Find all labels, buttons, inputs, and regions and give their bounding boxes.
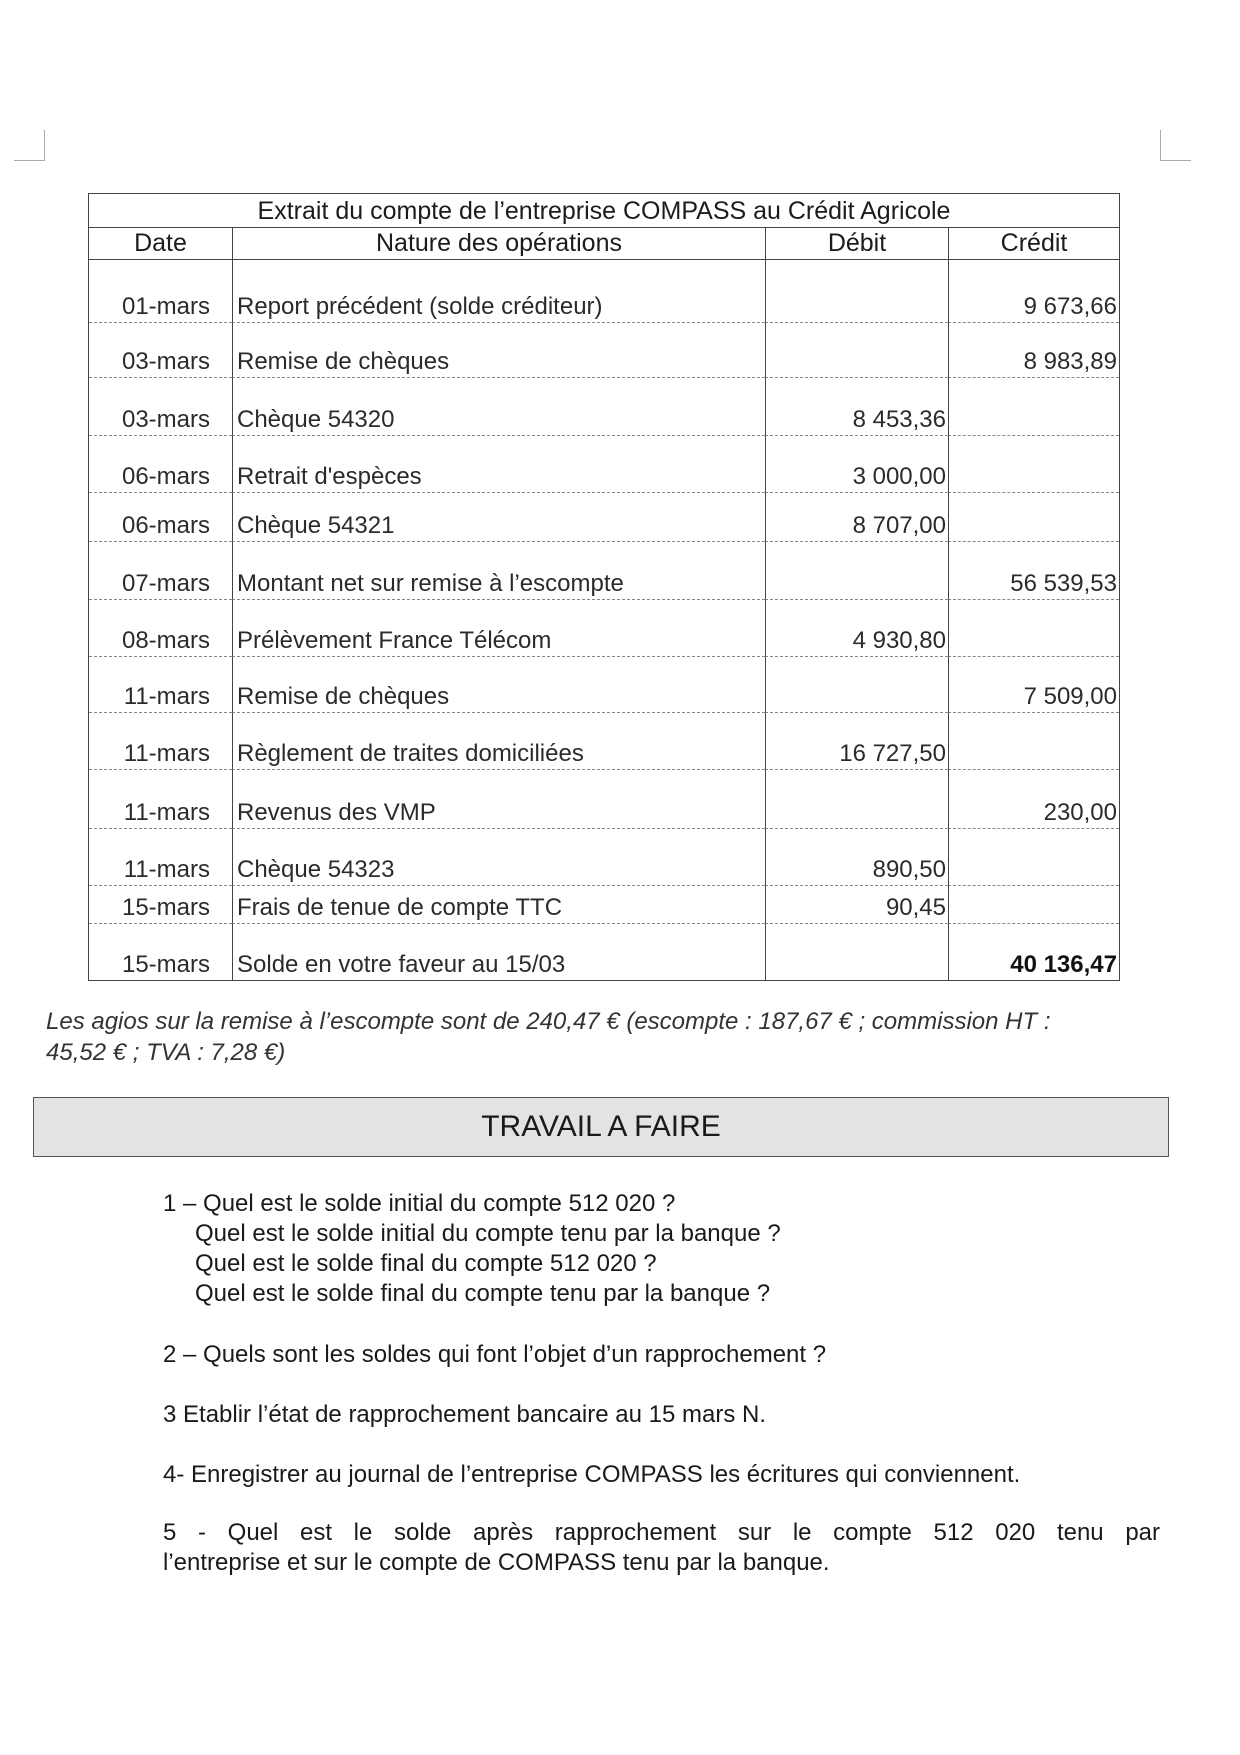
row-nature: Retrait d'espèces: [232, 436, 765, 493]
question-3: 3 Etablir l’état de rapprochement bancaire au 15 mars N.: [163, 1401, 766, 1428]
table-body: [89, 290, 1119, 980]
row-credit-final-balance: 40 136,47: [948, 924, 1119, 980]
bank-statement-table: [88, 193, 1120, 981]
row-debit: [765, 924, 948, 980]
row-nature: Prélèvement France Télécom: [232, 600, 765, 657]
row-credit: [948, 886, 1119, 924]
row-date: 08-mars: [89, 600, 232, 657]
table-row: [89, 600, 1119, 657]
row-credit: [948, 493, 1119, 542]
row-nature: Chèque 54323: [232, 829, 765, 886]
table-row: [89, 657, 1119, 713]
row-debit: 8 707,00: [765, 493, 948, 542]
row-nature: Chèque 54320: [232, 378, 765, 436]
table-spacer-row: [89, 260, 1119, 290]
table-row: [89, 542, 1119, 600]
table-row: [89, 770, 1119, 829]
row-debit: 4 930,80: [765, 600, 948, 657]
row-date: 15-mars: [89, 886, 232, 924]
row-nature: Règlement de traites domiciliées: [232, 713, 765, 770]
row-debit: [765, 323, 948, 378]
row-credit: [948, 600, 1119, 657]
header-date: Date: [134, 229, 187, 257]
row-credit: [948, 378, 1119, 436]
row-debit: [765, 770, 948, 829]
question-5: [163, 1518, 1160, 1578]
row-nature: Frais de tenue de compte TTC: [232, 886, 765, 924]
page-corner-mark-left: [14, 130, 45, 161]
row-debit: 3 000,00: [765, 436, 948, 493]
question-1-sub-1: Quel est le solde initial du compte tenu par la banque ?: [195, 1220, 781, 1247]
row-date: 11-mars: [89, 829, 232, 886]
row-debit: 16 727,50: [765, 713, 948, 770]
row-nature: Montant net sur remise à l’escompte: [232, 542, 765, 600]
row-date: 03-mars: [89, 323, 232, 378]
row-nature: Remise de chèques: [232, 323, 765, 378]
table-row: [89, 886, 1119, 924]
row-credit: [948, 829, 1119, 886]
row-debit: 90,45: [765, 886, 948, 924]
question-1-sub-3: Quel est le solde final du compte tenu par la banque ?: [195, 1280, 771, 1307]
row-credit: 9 673,66: [948, 290, 1119, 323]
header-debit: Débit: [765, 228, 948, 259]
table-title: Extrait du compte de l’entreprise COMPASS au Crédit Agricole: [89, 194, 1119, 228]
header-nature: Nature des opérations: [232, 228, 765, 259]
row-credit: 7 509,00: [948, 657, 1119, 713]
question-5-line-1: 5 - Quel est le solde après rapprochement sur le compte 512 020 tenu par: [163, 1519, 1160, 1546]
row-credit: 230,00: [948, 770, 1119, 829]
row-date: 15-mars: [121, 951, 210, 978]
row-credit: 8 983,89: [948, 323, 1119, 378]
row-debit: 890,50: [765, 829, 948, 886]
row-debit: [765, 290, 948, 323]
row-debit: [765, 657, 948, 713]
table-row: [89, 378, 1119, 436]
row-date: 07-mars: [89, 542, 232, 600]
agios-note-line-1: Les agios sur la remise à l’escompte sont de 240,47 € (escompte : 187,67 € ; commission HT :: [46, 1008, 1051, 1035]
row-credit: [948, 713, 1119, 770]
question-5-line-2: l’entreprise et sur le compte de COMPASS tenu par la banque.: [163, 1549, 830, 1576]
table-row: [89, 323, 1119, 378]
row-nature: Report précédent (solde créditeur): [232, 290, 765, 323]
question-1-main: 1 – Quel est le solde initial du compte 512 020 ?: [163, 1190, 676, 1217]
header-credit: Crédit: [948, 228, 1119, 259]
table-row: [89, 290, 1119, 323]
row-date: 06-mars: [89, 436, 232, 493]
question-1-sub-2: Quel est le solde final du compte 512 020 ?: [195, 1250, 657, 1277]
agios-note-line-2: 45,52 € ; TVA : 7,28 €): [46, 1039, 286, 1066]
table-row: [89, 493, 1119, 542]
row-nature: Chèque 54321: [232, 493, 765, 542]
table-row: [89, 436, 1119, 493]
row-nature: Revenus des VMP: [232, 770, 765, 829]
row-date: 03-mars: [89, 378, 232, 436]
row-date: 11-mars: [89, 657, 232, 713]
row-debit: [765, 542, 948, 600]
table-row: [89, 924, 1119, 980]
row-date: 11-mars: [89, 713, 232, 770]
row-credit: [948, 436, 1119, 493]
row-date: 06-mars: [89, 493, 232, 542]
question-2: 2 – Quels sont les soldes qui font l’objet d’un rapprochement ?: [163, 1341, 827, 1368]
table-header-row: [89, 228, 1119, 260]
row-nature: Remise de chèques: [232, 657, 765, 713]
table-row: [89, 713, 1119, 770]
row-credit: 56 539,53: [948, 542, 1119, 600]
question-4: 4- Enregistrer au journal de l’entreprise COMPASS les écritures qui conviennent.: [163, 1461, 1021, 1488]
agios-note: [46, 1006, 1166, 1068]
question-1: [163, 1189, 781, 1309]
row-debit: 8 453,36: [765, 378, 948, 436]
row-date: 11-mars: [89, 770, 232, 829]
task-heading: TRAVAIL A FAIRE: [33, 1097, 1169, 1157]
page-corner-mark-right: [1160, 130, 1191, 161]
row-date: 01-mars: [89, 290, 232, 323]
table-row: [89, 829, 1119, 886]
row-nature: Solde en votre faveur au 15/03: [232, 924, 765, 980]
